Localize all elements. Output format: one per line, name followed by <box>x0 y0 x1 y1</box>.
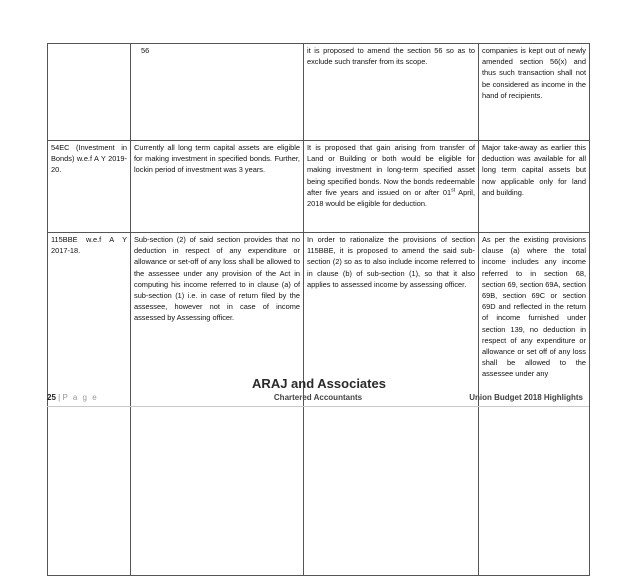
page-separator: | <box>58 393 61 402</box>
page-label: P a g e <box>62 393 99 402</box>
existing-provision-cell: Sub-section (2) of said section provides that no deduction in respect of any expenditure or allowance or set-off of any loss shall be allowed to the assessee under any provision of the Act in computing his income referred to in clause (a) of sub-section (1) i.e. in case of return filed by the assessee, however not in case of income assessed by Assessing officer. <box>131 233 304 576</box>
amendment-text-continued: April, 2018 would be eligible for deduction. <box>307 187 475 209</box>
table-row <box>48 44 590 141</box>
section-cell: 115BBE w.e.f A Y 2017-18. <box>48 233 131 576</box>
proposed-amendment-cell <box>304 141 479 233</box>
proposed-amendment-cell: it is proposed to amend the section 56 so as to exclude such transfer from its scope. <box>304 44 479 141</box>
impact-text: As per the existing provisions clause (a) where the total income includes any income referred to in section 68, section 69, section 69A, section 69B, section 69C or section 69D and reflected in the return of income furnished under section 139, no deduction in respect of any expenditure or allowance or set off of any loss shall be allowed to the assessee under any <box>482 235 586 379</box>
existing-provision-cell: Currently all long term capital assets are eligible for making investment in specified bonds. Further, lockin period of investment was 3 years. <box>131 141 304 233</box>
firm-subtitle: Chartered Accountants <box>273 393 363 402</box>
impact-cell: companies is kept out of newly amended section 56(x) and thus such transaction shall not be considered as income in the hand of recipients. <box>479 44 590 141</box>
existing-provision-cell: 56 <box>131 44 304 141</box>
table-row <box>48 233 590 576</box>
impact-cell: Major take-away as earlier this deduction was available for all long term capital assets but now applicable only for land and building. <box>479 141 590 233</box>
amendment-text: It is proposed that gain arising from transfer of Land or Building or both would be eligible for making investment in long-term specified asset being specified bonds. Now the bonds redeemable after five years and issued on or after 01 <box>307 143 475 197</box>
section-cell: 54EC (Investment in Bonds) w.e.f A Y 2019-20. <box>48 141 131 233</box>
footer-divider <box>47 406 589 407</box>
page-number: 25 <box>47 393 56 402</box>
table-row <box>48 141 590 233</box>
ordinal-suffix: st <box>451 187 456 194</box>
proposed-amendment-cell: In order to rationalize the provisions of section 115BBE, it is proposed to amend the said sub-section (2) so as to also include income referred to in clause (b) of sub-section (1), so that it also applies to assessed income by assessing officer. <box>304 233 479 576</box>
impact-cell <box>479 233 590 576</box>
firm-name: ARAJ and Associates <box>252 376 386 391</box>
section-cell <box>48 44 131 141</box>
document-title: Union Budget 2018 Highlights <box>469 393 583 402</box>
budget-provisions-table <box>47 43 590 576</box>
